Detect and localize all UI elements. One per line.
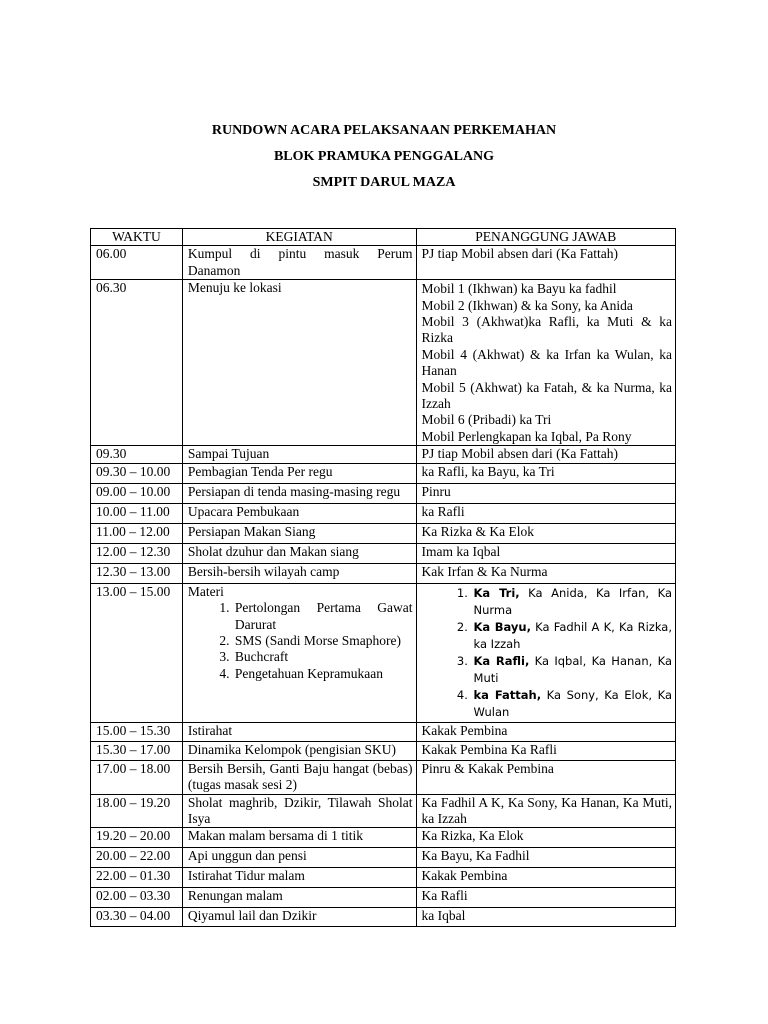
cell-pj: ka Rafli [416, 503, 675, 523]
cell-kegiatan: Sampai Tujuan [182, 446, 416, 463]
pj-materi-list [422, 585, 672, 721]
cell-waktu: 10.00 – 11.00 [91, 503, 183, 523]
cell-pj: Ka Fadhil A K, Ka Sony, Ka Hanan, Ka Muti, ka Izzah [416, 794, 675, 828]
cell-pj: Pinru [416, 483, 675, 503]
cell-waktu: 09.30 [91, 446, 183, 463]
cell-pj-mobil-list [416, 280, 675, 446]
materi-item: 4. Pengetahuan Kepramukaan [233, 666, 413, 682]
mobil-line: Mobil Perlengkapan ka Iqbal, Pa Rony [421, 428, 632, 444]
cell-kegiatan: Makan malam bersama di 1 titik [182, 828, 416, 848]
materi-item: 2. SMS (Sandi Morse Smaphore) [233, 633, 413, 649]
cell-waktu: 20.00 – 22.00 [91, 848, 183, 868]
table-row [91, 246, 676, 280]
cell-pj: ka Iqbal [416, 908, 675, 927]
cell-waktu: 02.00 – 03.30 [91, 888, 183, 908]
header-waktu: WAKTU [91, 229, 183, 246]
cell-pj: Ka Rizka, Ka Elok [416, 828, 675, 848]
cell-kegiatan: Renungan malam [182, 888, 416, 908]
cell-waktu: 09.00 – 10.00 [91, 483, 183, 503]
pj-materi-rest: Ka Fadhil A K, Ka Rizka, ka Izzah [473, 619, 672, 651]
pj-materi-lead: Ka Rafli, [473, 653, 530, 668]
cell-waktu: 09.30 – 10.00 [91, 463, 183, 483]
pj-materi-rest: Ka Sony, Ka Elok, Ka Wulan [473, 687, 672, 719]
cell-pj: Kak Irfan & Ka Nurma [416, 563, 675, 583]
cell-pj: PJ tiap Mobil absen dari (Ka Fattah) [416, 446, 675, 463]
cell-kegiatan: Dinamika Kelompok (pengisian SKU) [182, 741, 416, 760]
cell-pj: Kakak Pembina [416, 722, 675, 741]
cell-kegiatan [182, 246, 416, 280]
cell-pj: Ka Bayu, Ka Fadhil [416, 848, 675, 868]
materi-item-text: Pertolongan Pertama Gawat Darurat [234, 600, 413, 632]
table-row [91, 760, 676, 794]
table-row [91, 280, 676, 446]
mobil-line: Mobil 3 (Akhwat)ka Rafli, ka Muti & ka Rizka [421, 314, 672, 346]
cell-pj: Kakak Pembina Ka Rafli [416, 741, 675, 760]
cell-pj: Ka Rafli [416, 888, 675, 908]
pj-materi-rest: Ka Iqbal, Ka Hanan, Ka Muti [473, 653, 672, 685]
cell-pj: ka Rafli, ka Bayu, ka Tri [416, 463, 675, 483]
materi-item: 3. Buchcraft [233, 649, 413, 665]
cell-kegiatan-materi [182, 583, 416, 722]
table-row [91, 908, 676, 927]
cell-pj-materi [416, 583, 675, 722]
cell-kegiatan: Istirahat [182, 722, 416, 741]
cell-waktu: 03.30 – 04.00 [91, 908, 183, 927]
rundown-table [90, 228, 676, 927]
table-row [91, 503, 676, 523]
cell-waktu: 22.00 – 01.30 [91, 868, 183, 888]
materi-item [233, 600, 413, 633]
header-penanggung-jawab: PENANGGUNG JAWAB [416, 229, 675, 246]
cell-kegiatan: Api unggun dan pensi [182, 848, 416, 868]
table-row [91, 888, 676, 908]
document-title [0, 118, 768, 196]
table-row [91, 483, 676, 503]
mobil-line: Mobil 6 (Pribadi) ka Tri [421, 412, 552, 428]
materi-list [188, 600, 413, 682]
cell-waktu: 15.00 – 15.30 [91, 722, 183, 741]
table-header-row [91, 229, 676, 246]
table-row [91, 722, 676, 741]
cell-waktu: 13.00 – 15.00 [91, 583, 183, 722]
pj-materi-item [472, 687, 672, 721]
cell-pj: Ka Rizka & Ka Elok [416, 523, 675, 543]
cell-kegiatan: Persiapan Makan Siang [182, 523, 416, 543]
table-row [91, 828, 676, 848]
cell-waktu: 11.00 – 12.00 [91, 523, 183, 543]
cell-waktu: 15.30 – 17.00 [91, 741, 183, 760]
cell-waktu: 19.20 – 20.00 [91, 828, 183, 848]
cell-waktu: 12.00 – 12.30 [91, 543, 183, 563]
table-row [91, 848, 676, 868]
cell-kegiatan: Qiyamul lail dan Dzikir [182, 908, 416, 927]
kegiatan-text-a: Kumpul di pintu masuk Perum [187, 246, 413, 262]
cell-kegiatan: Bersih Bersih, Ganti Baju hangat (bebas) (tugas masak sesi 2) [182, 760, 416, 794]
pj-materi-rest: Ka Anida, Ka Irfan, Ka Nurma [473, 585, 672, 617]
cell-kegiatan: Istirahat Tidur malam [182, 868, 416, 888]
cell-kegiatan: Sholat dzuhur dan Makan siang [182, 543, 416, 563]
cell-kegiatan: Bersih-bersih wilayah camp [182, 563, 416, 583]
table-row [91, 543, 676, 563]
title-line-1: RUNDOWN ACARA PELAKSANAAN PERKEMAHAN [211, 123, 557, 138]
cell-kegiatan: Menuju ke lokasi [182, 280, 416, 446]
pj-materi-item [472, 653, 672, 687]
title-line-2: BLOK PRAMUKA PENGGALANG [273, 149, 495, 164]
pj-materi-lead: Ka Bayu, [473, 619, 531, 634]
cell-pj: PJ tiap Mobil absen dari (Ka Fattah) [416, 246, 675, 280]
pj-materi-lead: ka Fattah, [473, 687, 542, 702]
cell-pj: Imam ka Iqbal [416, 543, 675, 563]
header-kegiatan: KEGIATAN [182, 229, 416, 246]
table-row [91, 446, 676, 463]
kegiatan-text-b: Danamon [187, 262, 241, 278]
cell-waktu: 06.00 [91, 246, 183, 280]
table-row [91, 523, 676, 543]
mobil-line: Mobil 1 (Ikhwan) ka Bayu ka fadhil [421, 281, 617, 297]
table-row [91, 868, 676, 888]
pj-materi-lead: Ka Tri, [473, 585, 520, 600]
cell-kegiatan: Pembagian Tenda Per regu [182, 463, 416, 483]
table-row [91, 463, 676, 483]
cell-pj: Kakak Pembina [416, 868, 675, 888]
cell-kegiatan: Upacara Pembukaan [182, 503, 416, 523]
table-row [91, 794, 676, 828]
title-line-3: SMPIT DARUL MAZA [312, 175, 456, 190]
table-row [91, 583, 676, 722]
cell-waktu: 12.30 – 13.00 [91, 563, 183, 583]
mobil-line: Mobil 5 (Akhwat) ka Fatah, & ka Nurma, ka Izzah [421, 379, 672, 412]
table-row [91, 563, 676, 583]
cell-waktu: 06.30 [91, 280, 183, 446]
cell-kegiatan: Persiapan di tenda masing-masing regu [182, 483, 416, 503]
mobil-line: Mobil 4 (Akhwat) & ka Irfan ka Wulan, ka Hanan [421, 346, 672, 379]
mobil-line: Mobil 2 (Ikhwan) & ka Sony, ka Anida [421, 297, 633, 313]
cell-pj: Pinru & Kakak Pembina [416, 760, 675, 794]
cell-waktu: 17.00 – 18.00 [91, 760, 183, 794]
cell-waktu: 18.00 – 19.20 [91, 794, 183, 828]
materi-heading: Materi [187, 583, 224, 599]
pj-materi-item [472, 619, 672, 653]
table-row [91, 741, 676, 760]
pj-materi-item [472, 585, 672, 619]
cell-kegiatan: Sholat maghrib, Dzikir, Tilawah Sholat Isya [182, 794, 416, 828]
cell-kegiatan-text [188, 246, 413, 262]
